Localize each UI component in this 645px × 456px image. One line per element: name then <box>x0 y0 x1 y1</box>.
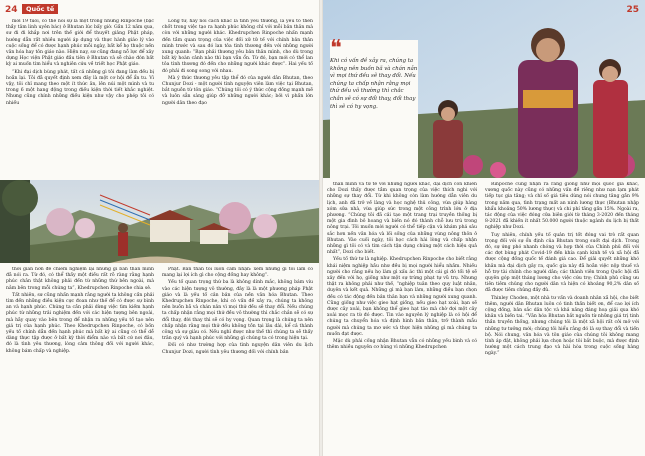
left-photo-strip <box>0 180 319 263</box>
left-bottom-column-2 <box>162 267 313 452</box>
paragraph: “Khi đại dịch bùng phát, tất cả những gì tôi đang làm đều bị hoãn lại. Tôi đã quyết định xem đây là một cơ hội để ẩn tu. Vì vậy, tôi chỉ mang theo một ít thức ăn, lên núi một mình và tu trong 6 một hang động trong điều kiện thời tiết khắc nghiệt. Nhưng cũng chính những điều kiện như vậy cho phép tôi có nhiều <box>6 69 154 106</box>
left-top-column-1 <box>6 19 154 177</box>
paragraph: Rinpoche cũng nhận ra rằng giống như mọi quốc gia khác, vương quốc này cũng có những vấn đề riêng như nạn lạm phát tiếp tục gia tăng; và chỉ số giá tiêu dùng nói chung tăng gần 9% trong năm qua, tình trạng mất an ninh lương thực (Bhutan nhập khẩu khoảng 50% lương thực) và chi phí tăng gần 15%. Ngoài ra, tác động của việc đóng cửa biên giới từ tháng 3-2020 đến tháng 8-2021 đã khiến ít nhất 50.000 người thuộc ngành du lịch bị thất nghiệp như Dozi. <box>485 182 639 231</box>
right-page <box>323 0 645 456</box>
left-bottom-column-1 <box>6 267 154 452</box>
paragraph: thân mình và tử tế với những người khác, dại dịch còn khiến cho Dozi thấy được tầm quan trọng của việc thích nghi với những sự thay đổi. Từ khi không còn làm hướng dẫn viên du lịch, anh đã trở về làng và học nghệ thủ công, vừa giúp hàng xóm sửa nhà, vừa giúp sức trong một công trình lớn ở địa phương. “Chúng tôi đã cải tạo một trang trại truyền thống bị một gia đình bỏ hoang và biến nó đó thành chỗ lưu trú trong nông trại. Tôi muốn mời người có thể tiếp cận và khám phá sâu sắc hơn nền văn hóa và lối sống của những vùng nông thôn ở Bhutan. Vào cuối ngày, tôi học cách hài lòng và chấp nhận những gì tôi có và tìm cách tận dụng chúng một cách hiệu quả nhất”, Dozi cho biết. <box>327 182 477 256</box>
page-number-left: 24 <box>5 5 18 15</box>
paragraph: Phật. Bản thân tôi luôn cảm nhận: xem những gì tôi làm có mang lại lợi ích gì cho cộng đồng hay không”. <box>162 267 313 279</box>
paragraph: thời gian hơn để chiêm nghiệm lại những gì bản thân mình đã nói ra. Từ đó, có thể thấy một điều rất rõ ràng rằng hạnh phúc chân thật không phải đến từ những thứ bên ngoài, mà nằm bên trong mỗi chúng ta”, Khedrupchen Rinpoche chia sẻ. <box>6 267 154 291</box>
quote-mark-icon: ❝ <box>330 36 342 61</box>
left-page <box>0 0 319 456</box>
paragraph: Lòng từ, hay nói cách khác là tình yêu thương, là yếu tố then chốt trong việc tạo ra hạnh phúc không chỉ với mỗi bản thân mà còn với những người khác. Khedrupchen Rinpoche nhấn mạnh đến tầm quan trọng của việc đối xử tử tế với chính bản thân mình trước và sau đó lan tỏa tình thương đến với những người xung quanh: “Bạn phải thương yêu bản thân mình, cho dù trong bất kỳ hoàn cảnh nào thì bạn vẫn ổn. Từ đó, bạn mới có thể lan tỏa tình thương đó đến cho những người khác được”. Hai yếu tố đó phải đi song song với nhau. <box>162 19 313 74</box>
pull-quote: Khi có vấn đề xảy ra, chúng ta không nên buồn bã và chán nản vì mọi thứ đều sẽ thay đổi. Nếu chúng ta chấp nhận rằng mọi thứ đều vô thường thì chắc chắn sẽ có sự đổi thay, đổi thay thì sẽ có hy vọng. <box>330 58 418 110</box>
paragraph: Tất nhiên, sư cũng nhấn mạnh rằng người ta không cần phải tìm đến những điều kiện cực đoan như thế để có được sự bình an và hạnh phúc. Chúng ta cần phải dừng việc tìm kiếm hạnh phúc từ những trải nghiệm đến với các hiện tượng bên ngoài, mà hãy quay vào bên trong để nhận ra những yếu tố tạo nên giá trị của hạnh phúc. Theo Khedrupchen Rinpoche, có bốn yếu tố chính dẫn đến hạnh phúc mà bất kỳ ai cũng có thể dễ dàng thực tập được ở bất kỳ thời điểm nào và bất cứ nơi đâu, đó là tình yêu thương, lòng cảm thông đối với người khác, không bám chấp và nghiệp. <box>6 292 154 354</box>
paragraph: Yếu tố quan trọng thứ ba là không dính mắc, không bám víu vào các hiện tượng vô thường, đây là là một phương pháp Phật giáo và là yếu tố cản bản của nền văn hóa Bhutan. Theo Khedrupchen Rinpoche, khi có vấn đề xảy ra, chúng ta không nên buồn bã và chán nản vì mọi thứ đều sẽ thay đổi. Nếu chúng ta chấp nhận rằng mọi thứ đều vô thường thì chắc chắn sẽ có sự đổi thay, đời thay thì sẽ có hy vọng. Quan trọng là chúng ta nên chấp nhận rằng mọi thứ đều không tồn tại lâu dài, kể cả thành công và sự giàu có. Nếu nghĩ được như thế thì chúng ta sẽ thấy trân quý và hạnh phúc với những gì chúng ta có trong hiện tại. <box>162 280 313 342</box>
paragraph: Tuy nhiên, chính yếu tố quản trị tốt đóng vai trò rất quan trọng đối với sự ổn định của Bhutan trong suốt đại dịch. Trong đó, sự ứng phó nhanh chóng và hợp thời của Chính phủ đối với các đợt bùng phát Covid-19 đến khía cạnh kinh tế và xã hội đã được cộng đồng quốc tế đánh giá cao. Để giải quyết những khó khăn mà đại dịch gây ra, quốc gia này đã hoãn việc nộp thuế và hỗ trợ tài chính cho người dân; các thành viên trong Quốc hội đã quyên góp một tháng lương cho việc cứu trợ; Chính phủ cũng ưu tiên tiêm chủng cho người dân và hiện có khoảng 90,2% dân số đã được tiêm chủng đầy đủ. <box>485 232 639 294</box>
paragraph: Mà ý thức thương yêu tập thể đó của người dân Bhutan, theo Chunjur Dozi - một người tình nguyện viên làm việc tại Bhutan, bắt nguồn từ tôn giáo. “Chúng tôi có ý thức cộng đồng mạnh mẽ và luôn sẵn sàng giúp đỡ những người khác; bởi vì phần lớn người dân theo đạo <box>162 75 313 106</box>
section-label: Quốc tế <box>22 4 58 14</box>
paragraph: mới 19 tuổi, có thể nói sự là một trong những Rinpoche (bậc thầy tâm linh uyên bác) ở Bhutan lúc bấy giờ. Gần 12 năm qua, sư đi đi khắp nơi trên thế giới để thuyết giảng Phật pháp, hướng dẫn rất nhiều người áp dụng và thực hành giáo lý vào cuộc sống để có được hạnh phúc mỗi ngày, bất kể họ thuộc nền văn hóa hay tôn giáo nào. Hiện nay, sư cũng đang nỗ lực để xây dựng Học viện Phật giáo đầu tiên ở Bhutan và sẽ chào đón bất kỳ ai muốn tìm hiểu và nghiên cứu về triết học Phật giáo. <box>6 19 154 68</box>
page-number-right: 25 <box>626 5 639 15</box>
pull-quote-box <box>330 36 418 190</box>
paragraph: Mặc dù phải cống nhận Bhutan vẫn có những yếu bình và có thêm nhiều nguyên cơ hùng vì những Khedrupchen <box>327 339 477 351</box>
paragraph: Đối có như trường hợp của tình nguyện dân viên du lịch Chunjur Dozi, người tình yêu thương đối với chính bản <box>162 343 313 355</box>
paragraph: Yếu tố thứ tư là nghiệp. Khedrupchen Rinpoche cho biết rằng khái niệm nghiệp hầu như đều bị mọi người hiểu nhầm. Nhiều người cho rằng nếu họ làm gì xấu ác thì một cái gì đó tồi tệ sẽ xảy đến với họ, giống như một sự trừng phạt tự vũ trụ. Nhưng thật ra không phải như thế, “nghiệp tuân theo quy luật nhân, duyên và kết quả. Những gì mà bạn làm, những điều bạn chọn đều có tác động đến bản thân bạn và những người xung quanh. Cũng giống như việc gieo hạt giống, nếu gieo hạt xoài, bạn sẽ được cây xoài, bạn không thể gieo hạt táo mà chờ đợi một cây xoài mọc ra từ đó được. Tin vào nguyên lý nghiệp là có hội để chúng ta chuyển hóa và định hình bản thân, trở thành mẫu người mà chúng ta mơ ước và thực hiện những gì mà chúng ta muốn đạt được. <box>327 257 477 337</box>
right-column-2 <box>485 182 639 452</box>
landscape-photo <box>0 180 319 263</box>
paragraph: Thinley Choden, một nhà tư vấn và doanh nhân xã hội, cho biết thêm, người dân Bhutan luôn có tinh thần biết ơn, để cao lợi ích cộng đồng, bản sắc dân tộc và khả năng đáng hoạ giải qua khó khăn và biến tai. “Văn hóa Bhutan bắt nguồn từ những giá trị tinh thần truyền thống, nhưng chúng tôi là một xã hội rất cởi mở với những tư tưởng mới; chúng tôi hiểu rằng đó là sự thay đổi và tiến bộ. Nói chung, văn hóa và tôn giáo của chúng tôi không mang tính áp đặt, không phải lựa chọn hoặc tôi bắt buộc, mà được định hướng một cách trung đạo và hài hòa trong cuộc sống hàng ngày.” <box>485 295 639 357</box>
right-column-1 <box>327 182 477 452</box>
left-top-column-2 <box>162 19 313 177</box>
